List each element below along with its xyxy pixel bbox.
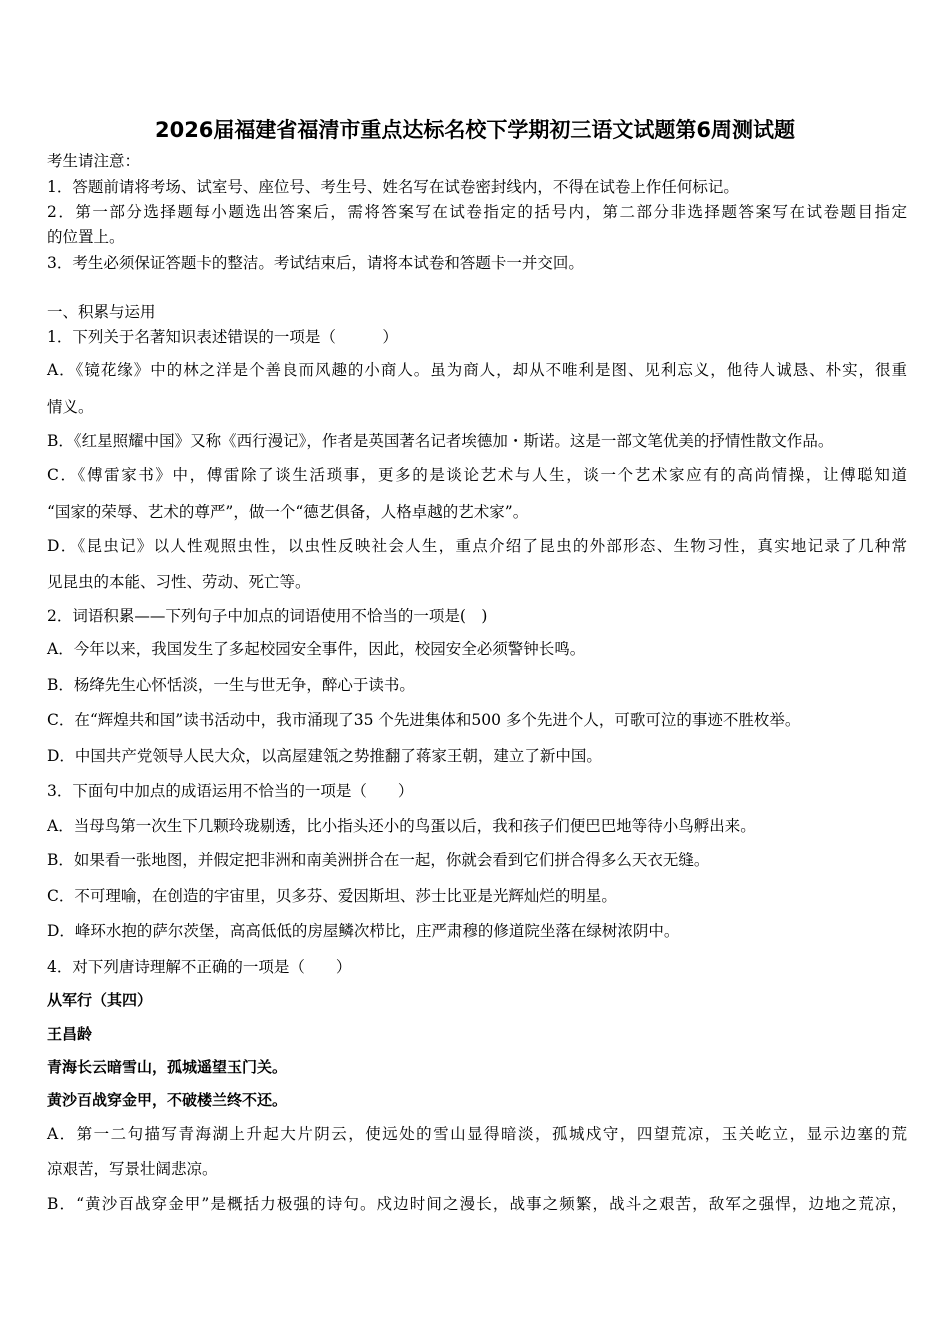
poem-author: 王昌龄: [47, 1025, 93, 1043]
option-d: D．中国共产党领导人民大众，以高屋建瓴之势推翻了蒋家王朝，建立了新中国。: [47, 747, 602, 765]
option-b: B．“黄沙百战穿金甲”是概括力极强的诗句。戍边时间之漫长，战事之频繁，战斗之艰苦，敌军之强悍，边地之荒凉，: [47, 1195, 907, 1213]
option-a: A．第一二句描写青海湖上升起大片阴云，使远处的雪山显得暗淡，孤城戍守，四望荒凉，玉关屹立，显示边塞的荒: [47, 1125, 907, 1143]
option-d: D．峰环水抱的萨尔茨堡，高高低低的房屋鳞次栉比，庄严肃穆的修道院坐落在绿树浓阴中。: [47, 922, 680, 940]
option-b: B．《红星照耀中国》又称《西行漫记》，作者是英国著名记者埃德加・斯诺。这是一部文笔优美的抒情性散文作品。: [47, 432, 834, 450]
poem-line: 青海长云暗雪山，孤城遥望玉门关。: [47, 1058, 288, 1076]
poem-title: 从军行（其四）: [47, 991, 153, 1009]
option-b: B．杨绛先生心怀恬淡，一生与世无争，醉心于读书。: [47, 676, 415, 694]
notice-item: 3．考生必须保证答题卡的整洁。考试结束后，请将本试卷和答题卡一并交回。: [47, 254, 584, 272]
option-b: B．如果看一张地图，并假定把非洲和南美洲拼合在一起，你就会看到它们拼合得多么天衣无缝。: [47, 851, 710, 869]
option-a: A．《镜花缘》中的林之洋是个善良而风趣的小商人。虽为商人，却从不唯利是图、见利忘义，他待人诚恳、朴实，很重: [47, 361, 907, 379]
option-a: A．当母鸟第一次生下几颗玲珑剔透，比小指头还小的鸟蛋以后，我和孩子们便巴巴地等待小鸟孵出来。: [47, 817, 756, 835]
option-c: C．在“辉煌共和国”读书活动中，我市涌现了35 个先进集体和500 多个先进个人，可歌可泣的事迹不胜枚举。: [47, 711, 801, 729]
section-heading: 一、积累与运用: [47, 303, 156, 321]
notice-item: 的位置上。: [47, 228, 125, 246]
option-c: C．不可理喻，在创造的宇宙里，贝多芬、爱因斯坦、莎士比亚是光辉灿烂的明星。: [47, 887, 617, 905]
option-c: C．《傅雷家书》中，傅雷除了谈生活琐事，更多的是谈论艺术与人生，谈一个艺术家应有的高尚情操，让傅聪知道: [47, 466, 907, 484]
question-stem: 1．下列关于名著知识表述错误的一项是（ ）: [47, 328, 398, 346]
option-c-cont: “国家的荣辱、艺术的尊严”，做一个“德艺俱备，人格卓越的艺术家”。: [47, 503, 529, 521]
poem-line: 黄沙百战穿金甲，不破楼兰终不还。: [47, 1091, 288, 1109]
page-title: 2026届福建省福清市重点达标名校下学期初三语文试题第6周测试题: [154, 118, 796, 142]
option-a-cont: 情义。: [47, 398, 94, 416]
question-stem: 4．对下列唐诗理解不正确的一项是（ ）: [47, 958, 352, 976]
option-a: A．今年以来，我国发生了多起校园安全事件，因此，校园安全必须警钟长鸣。: [47, 640, 586, 658]
notice-item: 1．答题前请将考场、试室号、座位号、考生号、姓名写在试卷密封线内，不得在试卷上作任何标记。: [47, 178, 739, 196]
option-a-cont: 凉艰苦，写景壮阔悲凉。: [47, 1160, 218, 1178]
notice-item: 2．第一部分选择题每小题选出答案后，需将答案写在试卷指定的括号内，第二部分非选择题答案写在试卷题目指定: [47, 203, 907, 221]
notice-heading: 考生请注意：: [47, 152, 141, 170]
question-stem: 2．词语积累——下列句子中加点的词语使用不恰当的一项是( ): [47, 607, 488, 625]
option-d: D．《昆虫记》以人性观照虫性，以虫性反映社会人生，重点介绍了昆虫的外部形态、生物习性，真实地记录了几种常: [47, 537, 907, 555]
option-d-cont: 见昆虫的本能、习性、劳动、死亡等。: [47, 573, 311, 591]
question-stem: 3．下面句中加点的成语运用不恰当的一项是（ ）: [47, 782, 414, 800]
